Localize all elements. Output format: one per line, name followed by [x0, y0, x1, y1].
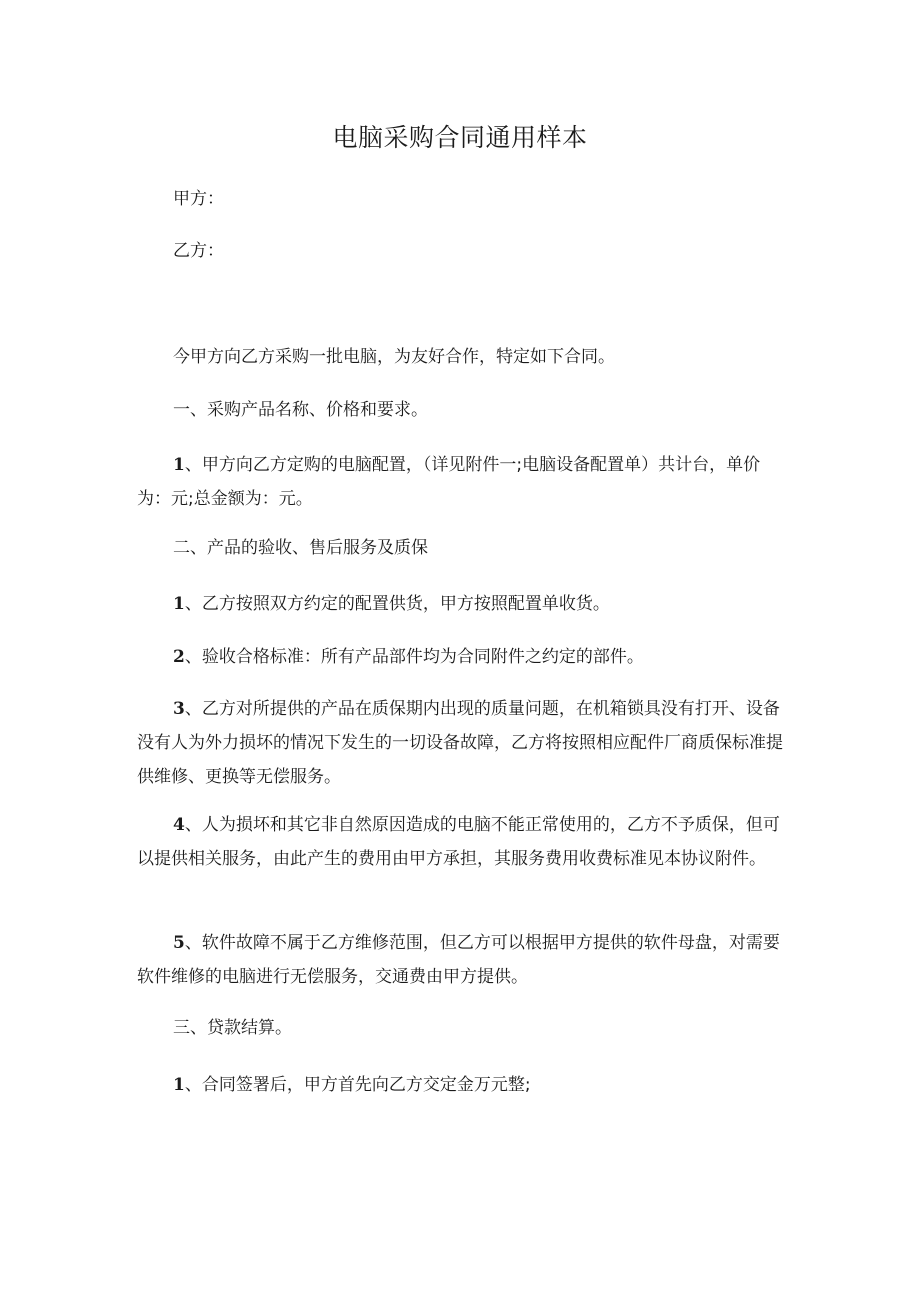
section-1-heading: 一、采购产品名称、价格和要求。	[173, 400, 428, 420]
section-2-item-3	[137, 692, 787, 794]
item-text: 、乙方按照双方约定的配置供货，甲方按照配置单收货。	[184, 594, 610, 614]
section-2-item-4	[137, 808, 787, 876]
section-2-item-5	[137, 926, 787, 994]
item-number: 5	[173, 933, 185, 953]
section-3-item-1	[137, 1068, 787, 1102]
party-b-label: 乙方：	[173, 241, 224, 261]
section-2-item-2	[137, 640, 787, 674]
item-text: 、合同签署后，甲方首先向乙方交定金万元整;	[184, 1075, 531, 1095]
party-a-label: 甲方：	[173, 189, 224, 209]
section-2-item-1	[137, 587, 787, 621]
section-3-heading: 三、贷款结算。	[173, 1018, 292, 1038]
item-number: 1	[173, 594, 185, 614]
item-number: 4	[173, 815, 185, 835]
item-number: 3	[173, 699, 185, 719]
item-text: 、甲方向乙方定购的电脑配置，（详见附件一;电脑设备配置单）共计台，单价为：元;总金额为：元。	[137, 455, 761, 509]
item-text: 、软件故障不属于乙方维修范围，但乙方可以根据甲方提供的软件母盘，对需要软件维修的电脑进行无偿服务，交通费由甲方提供。	[137, 933, 780, 987]
document-title: 电脑采购合同通用样本	[332, 123, 588, 152]
intro-paragraph: 今甲方向乙方采购一批电脑，为友好合作，特定如下合同。	[173, 347, 615, 367]
item-number: 2	[173, 647, 185, 667]
item-number: 1	[173, 455, 185, 475]
item-text: 、验收合格标准：所有产品部件均为合同附件之约定的部件。	[184, 647, 644, 667]
section-2-heading: 二、产品的验收、售后服务及质保	[173, 538, 428, 558]
item-text: 、乙方对所提供的产品在质保期内出现的质量问题，在机箱锁具没有打开、设备没有人为外力损坏的情况下发生的一切设备故障，乙方将按照相应配件厂商质保标准提供维修、更换等无偿服务。	[137, 699, 783, 787]
item-text: 、人为损坏和其它非自然原因造成的电脑不能正常使用的，乙方不予质保，但可以提供相关服务，由此产生的费用由甲方承担，其服务费用收费标准见本协议附件。	[137, 815, 780, 869]
section-1-item-1	[137, 448, 787, 516]
item-number: 1	[173, 1075, 185, 1095]
